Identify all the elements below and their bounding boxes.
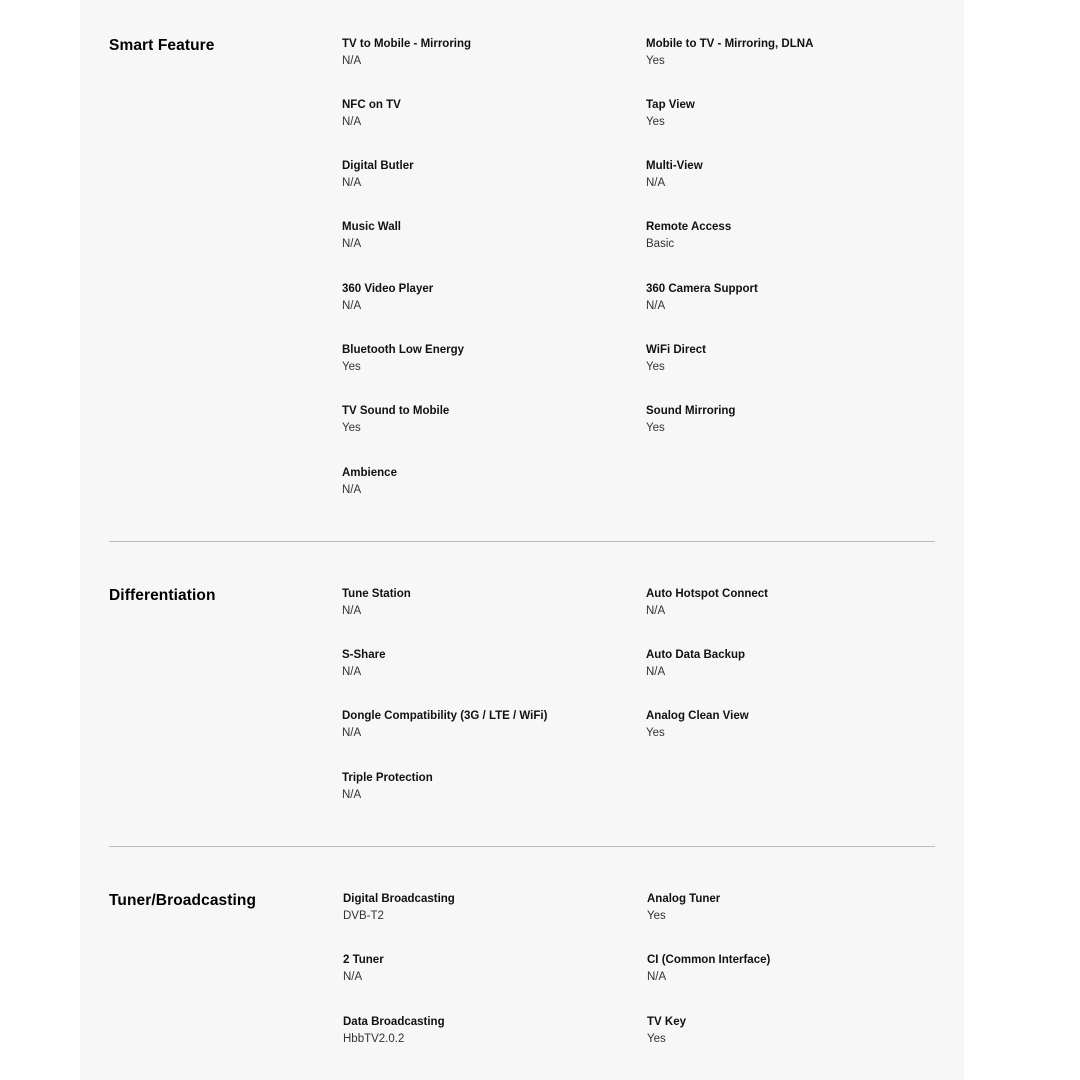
- spec-item: [342, 159, 414, 190]
- spec-item: [646, 404, 735, 435]
- spec-value: N/A: [342, 238, 362, 250]
- spec-label: TV Sound to Mobile: [342, 405, 450, 417]
- spec-item: [646, 648, 745, 679]
- spec-value: N/A: [646, 666, 666, 678]
- spec-label: 2 Tuner: [343, 954, 384, 966]
- spec-item: [342, 98, 401, 129]
- spec-item: [646, 220, 731, 251]
- section-title: Tuner/Broadcasting: [109, 892, 257, 909]
- spec-label: Bluetooth Low Energy: [342, 344, 465, 356]
- spec-item: [342, 648, 385, 679]
- section-title: Smart Feature: [109, 37, 215, 54]
- spec-label: Data Broadcasting: [343, 1016, 445, 1028]
- spec-label: Remote Access: [646, 221, 732, 233]
- spec-item: [647, 1015, 686, 1046]
- spec-item: [342, 587, 411, 618]
- spec-label: Multi-View: [646, 160, 703, 172]
- spec-item: [342, 282, 433, 313]
- spec-item: [343, 1015, 445, 1046]
- spec-value: Yes: [646, 361, 665, 373]
- spec-label: TV to Mobile - Mirroring: [342, 38, 472, 50]
- spec-panel: [80, 0, 964, 1080]
- spec-item: [342, 404, 449, 435]
- spec-value: N/A: [646, 300, 666, 312]
- spec-label: Tune Station: [342, 588, 411, 600]
- spec-item: [647, 892, 720, 923]
- spec-label: WiFi Direct: [646, 344, 706, 356]
- section-divider: [109, 541, 935, 542]
- spec-label: CI (Common Interface): [647, 954, 771, 966]
- spec-item: [646, 159, 703, 190]
- spec-value: N/A: [342, 727, 362, 739]
- spec-value: DVB-T2: [343, 910, 384, 922]
- spec-value: Yes: [646, 116, 665, 128]
- spec-item: [646, 343, 706, 374]
- spec-value: N/A: [342, 605, 362, 617]
- spec-item: [343, 953, 384, 984]
- spec-value: HbbTV2.0.2: [343, 1033, 405, 1045]
- spec-item: [342, 709, 547, 740]
- section-title: Differentiation: [109, 587, 216, 604]
- spec-label: 360 Camera Support: [646, 283, 758, 295]
- spec-value: N/A: [343, 971, 363, 983]
- spec-value: N/A: [342, 177, 362, 189]
- spec-value: Yes: [646, 422, 665, 434]
- spec-item: [342, 37, 471, 68]
- spec-value: N/A: [342, 300, 362, 312]
- spec-item: [342, 220, 401, 251]
- spec-label: Music Wall: [342, 221, 401, 233]
- spec-value: N/A: [342, 55, 362, 67]
- spec-value: N/A: [646, 605, 666, 617]
- spec-item: [646, 587, 768, 618]
- spec-value: Yes: [646, 727, 665, 739]
- spec-item: [342, 343, 464, 374]
- spec-value: Basic: [646, 238, 675, 250]
- spec-value: N/A: [342, 666, 362, 678]
- spec-value: N/A: [342, 116, 362, 128]
- spec-item: [646, 282, 758, 313]
- section-divider: [109, 846, 935, 847]
- spec-label: Tap View: [646, 99, 695, 111]
- spec-value: Yes: [646, 55, 665, 67]
- spec-label: Analog Clean View: [646, 710, 749, 722]
- spec-label: Analog Tuner: [647, 893, 721, 905]
- spec-item: [646, 709, 749, 740]
- spec-label: Mobile to TV - Mirroring, DLNA: [646, 38, 814, 50]
- spec-item: [342, 771, 433, 802]
- spec-label: Dongle Compatibility (3G / LTE / WiFi): [342, 710, 548, 722]
- spec-value: N/A: [342, 789, 362, 801]
- spec-label: Digital Broadcasting: [343, 893, 455, 905]
- spec-value: N/A: [647, 971, 667, 983]
- spec-item: [342, 466, 397, 497]
- spec-label: NFC on TV: [342, 99, 401, 111]
- spec-value: Yes: [342, 422, 361, 434]
- spec-label: 360 Video Player: [342, 283, 434, 295]
- spec-label: Digital Butler: [342, 160, 414, 172]
- spec-value: Yes: [647, 910, 666, 922]
- spec-label: TV Key: [647, 1016, 686, 1028]
- spec-value: N/A: [342, 484, 362, 496]
- spec-label: Ambience: [342, 467, 397, 479]
- spec-item: [646, 37, 813, 68]
- spec-item: [647, 953, 770, 984]
- spec-value: Yes: [342, 361, 361, 373]
- spec-label: Auto Hotspot Connect: [646, 588, 769, 600]
- spec-value: Yes: [647, 1033, 666, 1045]
- spec-label: Sound Mirroring: [646, 405, 736, 417]
- spec-label: Auto Data Backup: [646, 649, 746, 661]
- spec-item: [646, 98, 695, 129]
- spec-value: N/A: [646, 177, 666, 189]
- spec-label: Triple Protection: [342, 772, 433, 784]
- spec-item: [343, 892, 455, 923]
- spec-label: S-Share: [342, 649, 386, 661]
